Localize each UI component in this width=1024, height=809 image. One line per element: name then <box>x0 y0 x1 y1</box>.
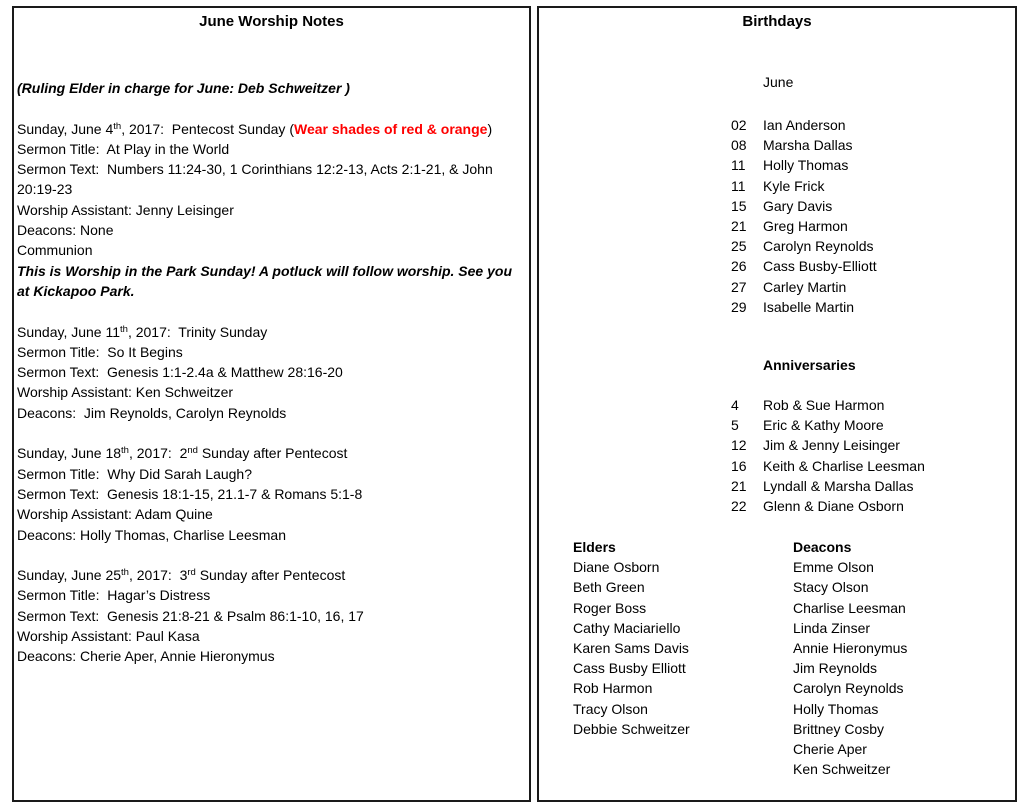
anniversary-row-name: Jim & Jenny Leisinger <box>763 437 900 454</box>
deacon-name: Cherie Aper <box>793 740 867 757</box>
text-line: Deacons: Jim Reynolds, Carolyn Reynolds <box>17 404 287 421</box>
birthday-row-day: 26 <box>731 258 747 275</box>
elder-name: Diane Osborn <box>573 559 660 576</box>
birthdays-panel <box>537 6 1017 802</box>
text-line: Sunday, June 25th, 2017: 3rd Sunday after Pentecost <box>17 567 346 584</box>
birthday-row <box>731 297 877 317</box>
birthday-row-name: Greg Harmon <box>763 217 848 234</box>
text-line: Deacons: None <box>17 222 114 239</box>
anniversary-row-name: Eric & Kathy Moore <box>763 417 884 434</box>
text-line: Sermon Title: So It Begins <box>17 343 183 360</box>
birthday-row-name: Carolyn Reynolds <box>763 238 874 255</box>
birthday-row <box>731 277 877 297</box>
worship-notes-title: June Worship Notes <box>199 13 344 30</box>
elder-name: Rob Harmon <box>573 680 653 697</box>
birthday-row-day: 02 <box>731 117 747 133</box>
anniversary-row-name: Glenn & Diane Osborn <box>763 497 904 514</box>
text-line: Deacons: Cherie Aper, Annie Hieronymus <box>17 648 275 665</box>
text-line: This is Worship in the Park Sunday! A potluck will follow worship. See you <box>17 262 512 279</box>
text-line: 20:19-23 <box>17 181 73 198</box>
birthday-row-day: 29 <box>731 298 747 315</box>
text-line: Sermon Text: Genesis 21:8-21 & Psalm 86:1-10, 16, 17 <box>17 607 364 624</box>
text-line: Worship Assistant: Jenny Leisinger <box>17 201 234 218</box>
birthday-row <box>731 216 877 236</box>
deacon-name: Charlise Leesman <box>793 599 906 616</box>
birthday-row <box>731 256 877 276</box>
anniversaries-heading: Anniversaries <box>763 357 856 373</box>
birthday-row-day: 25 <box>731 238 747 255</box>
birthday-row-name: Marsha Dallas <box>763 137 853 154</box>
deacon-name: Jim Reynolds <box>793 660 878 677</box>
blank-line <box>17 98 528 118</box>
anniversary-row-day: 21 <box>731 477 747 494</box>
birthday-row-day: 21 <box>731 217 747 234</box>
text-line: Deacons: Holly Thomas, Charlise Leesman <box>17 526 286 543</box>
birthday-row-day: 15 <box>731 197 747 214</box>
month-heading: June <box>763 74 794 90</box>
birthday-row <box>731 115 877 135</box>
birthday-row-name: Gary Davis <box>763 197 833 214</box>
birthday-row-day: 27 <box>731 278 747 295</box>
birthday-row-name: Kyle Frick <box>763 177 825 194</box>
deacon-name: Emme Olson <box>793 559 874 576</box>
birthday-row <box>731 176 877 196</box>
text-line: Worship Assistant: Paul Kasa <box>17 628 200 645</box>
text-line: Communion <box>17 242 93 259</box>
text-line: Sermon Title: Why Did Sarah Laugh? <box>17 465 253 482</box>
anniversary-row <box>731 456 925 476</box>
anniversary-row <box>731 435 925 455</box>
elder-name: Roger Boss <box>573 599 647 616</box>
elders-heading: Elders <box>573 539 616 555</box>
birthday-row <box>731 135 877 155</box>
birthday-row <box>731 155 877 175</box>
text-line: Sermon Text: Numbers 11:24-30, 1 Corinthians 12:2-13, Acts 2:1-21, & John <box>17 161 493 178</box>
elder-name: Karen Sams Davis <box>573 639 689 656</box>
blank-line <box>17 545 528 565</box>
deacons-column <box>793 537 907 779</box>
text-line: Sunday, June 11th, 2017: Trinity Sunday <box>17 323 268 340</box>
text-line: Worship Assistant: Ken Schweitzer <box>17 384 234 401</box>
text-line: Sermon Title: At Play in the World <box>17 140 230 157</box>
deacon-name: Linda Zinser <box>793 619 871 636</box>
birthday-row <box>731 236 877 256</box>
deacon-name: Carolyn Reynolds <box>793 680 904 697</box>
elders-list <box>573 557 690 739</box>
anniversary-row <box>731 496 925 516</box>
deacon-name: Annie Hieronymus <box>793 639 908 656</box>
elder-name: Tracy Olson <box>573 700 648 717</box>
deacon-name: Stacy Olson <box>793 579 869 596</box>
birthday-row-day: 11 <box>731 157 746 174</box>
deacons-list <box>793 557 907 779</box>
anniversary-row <box>731 395 925 415</box>
anniversary-row-day: 5 <box>731 417 739 434</box>
birthday-row-day: 08 <box>731 137 747 154</box>
elder-name: Cathy Maciariello <box>573 619 681 636</box>
anniversary-list <box>731 395 925 516</box>
text-line: Sermon Text: Genesis 1:1-2.4a & Matthew 28:16-20 <box>17 364 343 381</box>
blank-line <box>17 301 528 321</box>
text-line: (Ruling Elder in charge for June: Deb Schweitzer ) <box>17 80 350 96</box>
text-line: Worship Assistant: Adam Quine <box>17 506 213 523</box>
deacons-heading: Deacons <box>793 539 852 555</box>
birthday-row-name: Carley Martin <box>763 278 847 295</box>
text-line: at Kickapoo Park. <box>17 282 135 299</box>
anniversary-row <box>731 476 925 496</box>
anniversary-row-day: 4 <box>731 397 739 413</box>
birthday-row-name: Holly Thomas <box>763 157 849 174</box>
text-line: Sunday, June 4th, 2017: Pentecost Sunday (Wear shades of red & orange) <box>17 120 493 137</box>
anniversary-row-day: 16 <box>731 457 747 474</box>
blank-line <box>17 423 528 443</box>
anniversary-row-day: 22 <box>731 497 747 514</box>
elder-name: Beth Green <box>573 579 645 596</box>
elders-column <box>573 537 690 739</box>
birthday-row-name: Ian Anderson <box>763 117 846 133</box>
birthday-list <box>731 115 877 317</box>
deacon-name: Ken Schweitzer <box>793 761 891 778</box>
birthdays-title: Birthdays <box>742 13 812 30</box>
anniversary-row-day: 12 <box>731 437 747 454</box>
deacon-name: Brittney Cosby <box>793 720 885 737</box>
text-line: Sermon Text: Genesis 18:1-15, 21.1-7 & Romans 5:1-8 <box>17 485 363 502</box>
birthday-row-name: Cass Busby-Elliott <box>763 258 877 275</box>
worship-notes-panel <box>12 6 531 802</box>
birthday-row-day: 11 <box>731 177 746 194</box>
elder-name: Cass Busby Elliott <box>573 660 686 677</box>
elder-name: Debbie Schweitzer <box>573 720 690 737</box>
anniversary-row-name: Keith & Charlise Leesman <box>763 457 925 474</box>
anniversary-row-name: Rob & Sue Harmon <box>763 397 885 413</box>
worship-notes-content <box>17 78 528 667</box>
text-line: Sunday, June 18th, 2017: 2nd Sunday after Pentecost <box>17 445 348 462</box>
anniversary-row <box>731 415 925 435</box>
text-line: Sermon Title: Hagar’s Distress <box>17 587 211 604</box>
birthday-row <box>731 196 877 216</box>
birthday-row-name: Isabelle Martin <box>763 298 855 315</box>
anniversary-row-name: Lyndall & Marsha Dallas <box>763 477 914 494</box>
deacon-name: Holly Thomas <box>793 700 879 717</box>
